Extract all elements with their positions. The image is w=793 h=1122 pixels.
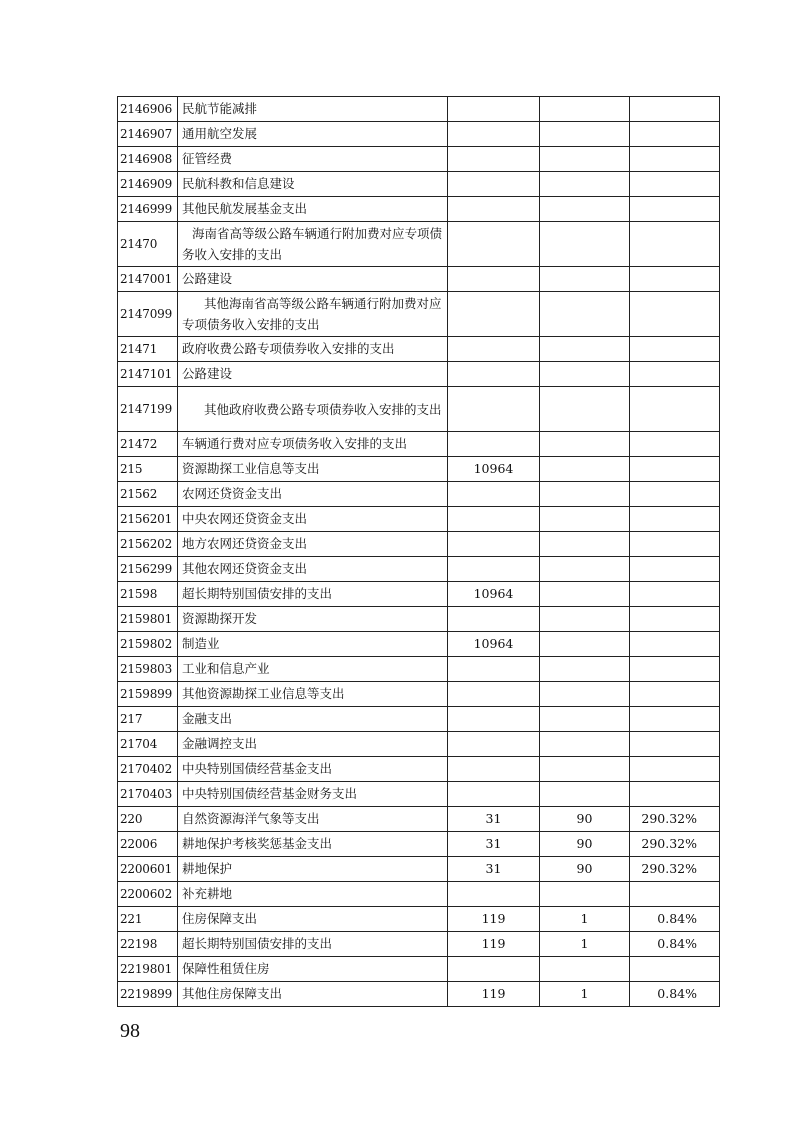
table-row xyxy=(118,957,720,982)
row-value-3: 0.84% xyxy=(630,907,720,932)
row-value-2 xyxy=(540,507,630,532)
row-value-3 xyxy=(630,172,720,197)
row-value-2 xyxy=(540,337,630,362)
row-value-3 xyxy=(630,882,720,907)
row-name: 金融调控支出 xyxy=(178,732,448,757)
table-row xyxy=(118,832,720,857)
row-code: 217 xyxy=(118,707,178,732)
row-name: 中央特别国债经营基金支出 xyxy=(178,757,448,782)
table-row xyxy=(118,197,720,222)
row-name: 中央特别国债经营基金财务支出 xyxy=(178,782,448,807)
row-value-2 xyxy=(540,882,630,907)
row-value-3 xyxy=(630,337,720,362)
row-code: 2146907 xyxy=(118,122,178,147)
row-value-3 xyxy=(630,387,720,432)
row-value-1 xyxy=(448,607,540,632)
row-name: 其他民航发展基金支出 xyxy=(178,197,448,222)
row-value-3 xyxy=(630,532,720,557)
row-value-3 xyxy=(630,292,720,337)
row-name: 民航科教和信息建设 xyxy=(178,172,448,197)
row-code: 2147101 xyxy=(118,362,178,387)
row-name: 耕地保护 xyxy=(178,857,448,882)
row-value-2 xyxy=(540,632,630,657)
row-value-1 xyxy=(448,122,540,147)
table-row xyxy=(118,507,720,532)
row-value-1: 119 xyxy=(448,907,540,932)
row-value-2 xyxy=(540,97,630,122)
row-name: 公路建设 xyxy=(178,362,448,387)
row-value-1 xyxy=(448,557,540,582)
row-name: 海南省高等级公路车辆通行附加费对应专项债务收入安排的支出 xyxy=(178,222,448,267)
row-value-2 xyxy=(540,387,630,432)
row-value-3: 0.84% xyxy=(630,932,720,957)
row-code: 2170403 xyxy=(118,782,178,807)
row-value-1 xyxy=(448,682,540,707)
row-name: 制造业 xyxy=(178,632,448,657)
row-value-3 xyxy=(630,957,720,982)
row-value-1 xyxy=(448,97,540,122)
table-row xyxy=(118,337,720,362)
row-value-2 xyxy=(540,582,630,607)
table-row xyxy=(118,97,720,122)
row-code: 21472 xyxy=(118,432,178,457)
table-row xyxy=(118,147,720,172)
row-value-3 xyxy=(630,267,720,292)
row-value-2 xyxy=(540,657,630,682)
row-code: 2159802 xyxy=(118,632,178,657)
row-value-2: 90 xyxy=(540,832,630,857)
row-value-1 xyxy=(448,292,540,337)
row-value-2 xyxy=(540,532,630,557)
table-row xyxy=(118,632,720,657)
table-row xyxy=(118,557,720,582)
row-name: 民航节能减排 xyxy=(178,97,448,122)
table-row xyxy=(118,907,720,932)
row-value-1: 119 xyxy=(448,982,540,1007)
row-value-2 xyxy=(540,607,630,632)
row-code: 215 xyxy=(118,457,178,482)
row-value-2 xyxy=(540,957,630,982)
row-name: 保障性租赁住房 xyxy=(178,957,448,982)
row-value-1: 31 xyxy=(448,807,540,832)
row-value-3 xyxy=(630,607,720,632)
row-value-1 xyxy=(448,732,540,757)
row-value-2 xyxy=(540,147,630,172)
row-value-2 xyxy=(540,362,630,387)
row-code: 2159803 xyxy=(118,657,178,682)
row-value-2: 90 xyxy=(540,807,630,832)
row-name: 通用航空发展 xyxy=(178,122,448,147)
row-name: 耕地保护考核奖惩基金支出 xyxy=(178,832,448,857)
row-name: 资源勘探开发 xyxy=(178,607,448,632)
row-code: 2219801 xyxy=(118,957,178,982)
table-row xyxy=(118,682,720,707)
row-value-1 xyxy=(448,657,540,682)
row-value-2 xyxy=(540,757,630,782)
row-value-3: 290.32% xyxy=(630,857,720,882)
row-name: 征管经费 xyxy=(178,147,448,172)
row-value-2: 1 xyxy=(540,907,630,932)
table-row xyxy=(118,807,720,832)
row-value-2 xyxy=(540,172,630,197)
row-value-1 xyxy=(448,432,540,457)
row-value-1 xyxy=(448,197,540,222)
row-value-1: 10964 xyxy=(448,457,540,482)
row-value-1 xyxy=(448,532,540,557)
row-code: 2170402 xyxy=(118,757,178,782)
row-value-3 xyxy=(630,482,720,507)
table-row xyxy=(118,222,720,267)
row-value-2 xyxy=(540,782,630,807)
table-row xyxy=(118,292,720,337)
table-body xyxy=(118,97,720,1007)
row-name: 农网还贷资金支出 xyxy=(178,482,448,507)
table-row xyxy=(118,657,720,682)
row-value-2 xyxy=(540,732,630,757)
row-value-2 xyxy=(540,292,630,337)
table-row xyxy=(118,882,720,907)
row-value-1 xyxy=(448,882,540,907)
table-row xyxy=(118,857,720,882)
row-value-1 xyxy=(448,507,540,532)
row-code: 21704 xyxy=(118,732,178,757)
row-name: 政府收费公路专项债券收入安排的支出 xyxy=(178,337,448,362)
row-value-1 xyxy=(448,782,540,807)
row-value-2: 90 xyxy=(540,857,630,882)
row-value-1 xyxy=(448,172,540,197)
row-value-3 xyxy=(630,657,720,682)
table-row xyxy=(118,607,720,632)
row-value-3 xyxy=(630,582,720,607)
row-value-1: 10964 xyxy=(448,582,540,607)
row-value-3 xyxy=(630,197,720,222)
row-name: 其他资源勘探工业信息等支出 xyxy=(178,682,448,707)
row-value-1: 31 xyxy=(448,857,540,882)
row-value-3 xyxy=(630,432,720,457)
table-row xyxy=(118,532,720,557)
row-name: 金融支出 xyxy=(178,707,448,732)
row-code: 2159801 xyxy=(118,607,178,632)
row-value-2 xyxy=(540,267,630,292)
row-code: 2147001 xyxy=(118,267,178,292)
row-code: 21471 xyxy=(118,337,178,362)
row-value-2 xyxy=(540,122,630,147)
row-name: 地方农网还贷资金支出 xyxy=(178,532,448,557)
row-value-3 xyxy=(630,222,720,267)
row-value-3: 290.32% xyxy=(630,832,720,857)
row-code: 2146999 xyxy=(118,197,178,222)
row-value-2 xyxy=(540,707,630,732)
table-row xyxy=(118,732,720,757)
row-value-2 xyxy=(540,222,630,267)
row-name: 自然资源海洋气象等支出 xyxy=(178,807,448,832)
row-value-1 xyxy=(448,707,540,732)
row-value-1 xyxy=(448,387,540,432)
row-name: 其他海南省高等级公路车辆通行附加费对应专项债务收入安排的支出 xyxy=(178,292,448,337)
page-number: 98 xyxy=(120,1020,140,1042)
row-value-2 xyxy=(540,557,630,582)
row-value-1 xyxy=(448,337,540,362)
row-value-1 xyxy=(448,957,540,982)
row-code: 220 xyxy=(118,807,178,832)
row-name: 中央农网还贷资金支出 xyxy=(178,507,448,532)
row-code: 21598 xyxy=(118,582,178,607)
row-value-1: 10964 xyxy=(448,632,540,657)
row-value-2: 1 xyxy=(540,982,630,1007)
table-row xyxy=(118,432,720,457)
row-name: 其他政府收费公路专项债券收入安排的支出 xyxy=(178,387,448,432)
row-value-3: 0.84% xyxy=(630,982,720,1007)
row-code: 2147199 xyxy=(118,387,178,432)
table-row xyxy=(118,267,720,292)
table-row xyxy=(118,932,720,957)
table-row xyxy=(118,482,720,507)
table-row xyxy=(118,172,720,197)
row-value-2 xyxy=(540,682,630,707)
budget-table xyxy=(117,96,720,1007)
row-value-3 xyxy=(630,147,720,172)
row-value-3 xyxy=(630,557,720,582)
table-row xyxy=(118,457,720,482)
row-value-1 xyxy=(448,222,540,267)
row-value-3 xyxy=(630,782,720,807)
row-code: 221 xyxy=(118,907,178,932)
row-code: 2200601 xyxy=(118,857,178,882)
row-name: 资源勘探工业信息等支出 xyxy=(178,457,448,482)
row-name: 超长期特别国债安排的支出 xyxy=(178,582,448,607)
row-value-1: 119 xyxy=(448,932,540,957)
row-value-1 xyxy=(448,267,540,292)
row-value-2 xyxy=(540,432,630,457)
table-row xyxy=(118,362,720,387)
row-value-3 xyxy=(630,122,720,147)
row-value-3 xyxy=(630,457,720,482)
row-value-3: 290.32% xyxy=(630,807,720,832)
row-value-3 xyxy=(630,97,720,122)
row-code: 2156202 xyxy=(118,532,178,557)
row-value-3 xyxy=(630,732,720,757)
row-code: 22198 xyxy=(118,932,178,957)
row-code: 2146906 xyxy=(118,97,178,122)
row-value-3 xyxy=(630,507,720,532)
table-row xyxy=(118,757,720,782)
row-code: 2156299 xyxy=(118,557,178,582)
table-row xyxy=(118,387,720,432)
row-value-1 xyxy=(448,757,540,782)
row-name: 补充耕地 xyxy=(178,882,448,907)
row-code: 2146909 xyxy=(118,172,178,197)
row-name: 住房保障支出 xyxy=(178,907,448,932)
table-row xyxy=(118,707,720,732)
row-value-3 xyxy=(630,682,720,707)
row-name: 超长期特别国债安排的支出 xyxy=(178,932,448,957)
row-value-3 xyxy=(630,362,720,387)
row-code: 2146908 xyxy=(118,147,178,172)
row-name: 工业和信息产业 xyxy=(178,657,448,682)
row-value-2: 1 xyxy=(540,932,630,957)
row-code: 2156201 xyxy=(118,507,178,532)
row-value-3 xyxy=(630,632,720,657)
table-row xyxy=(118,122,720,147)
row-value-3 xyxy=(630,707,720,732)
row-name: 其他住房保障支出 xyxy=(178,982,448,1007)
row-value-2 xyxy=(540,457,630,482)
row-code: 21470 xyxy=(118,222,178,267)
row-value-1 xyxy=(448,147,540,172)
row-code: 2147099 xyxy=(118,292,178,337)
row-code: 22006 xyxy=(118,832,178,857)
row-code: 2200602 xyxy=(118,882,178,907)
row-code: 2159899 xyxy=(118,682,178,707)
row-value-2 xyxy=(540,482,630,507)
row-code: 2219899 xyxy=(118,982,178,1007)
row-name: 其他农网还贷资金支出 xyxy=(178,557,448,582)
row-value-1 xyxy=(448,362,540,387)
row-value-1: 31 xyxy=(448,832,540,857)
row-value-3 xyxy=(630,757,720,782)
row-name: 车辆通行费对应专项债务收入安排的支出 xyxy=(178,432,448,457)
row-value-1 xyxy=(448,482,540,507)
row-value-2 xyxy=(540,197,630,222)
table-row xyxy=(118,982,720,1007)
table-row xyxy=(118,782,720,807)
table-row xyxy=(118,582,720,607)
row-name: 公路建设 xyxy=(178,267,448,292)
row-code: 21562 xyxy=(118,482,178,507)
